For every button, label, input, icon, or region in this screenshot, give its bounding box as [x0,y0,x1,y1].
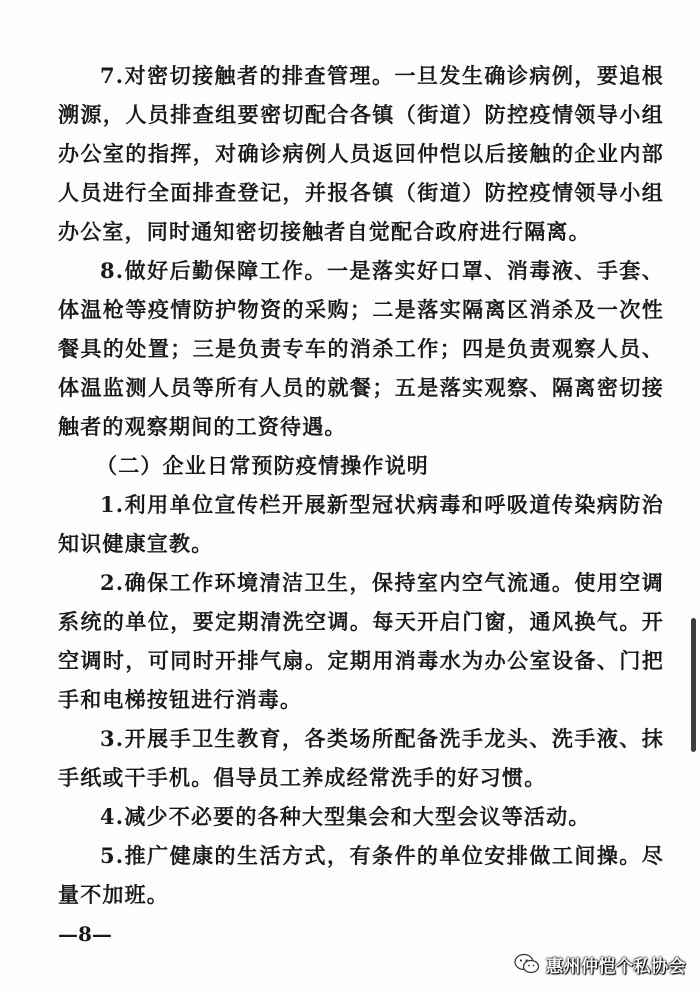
section-heading: （二）企业日常预防疫情操作说明 [96,453,429,478]
list-item-1: 1.利用单位宣传栏开展新型冠状病毒和呼吸道传染病防治知识健康宣教。 [58,492,664,556]
scrollbar-thumb[interactable] [691,618,696,752]
paragraph-8-logistics: 8.做好后勤保障工作。一是落实好口罩、消毒液、手套、体温枪等疫情防护物资的采购；二是落实隔离区消杀及一次性餐具的处置；三是负责专车的消杀工作；四是负责观察人员、体温监测人员等所有人员的就餐；五是落实观察、隔离密切接触者的观察期间的工资待遇。 [58,258,664,439]
watermark-text: 惠州仲恺个私协会 [546,956,686,977]
list-item-3: 3.开展手卫生教育，各类场所配备洗手龙头、洗手液、抹手纸或干手机。倡导员工养成经常洗手的好习惯。 [58,726,664,790]
paragraph-7-close-contact: 7.对密切接触者的排查管理。一旦发生确诊病例，要追根溯源，人员排查组要密切配合各镇（街道）防控疫情领导小组办公室的指挥，对确诊病例人员返回仲恺以后接触的企业内部人员进行全面排查登记，并报各镇（街道）防控疫情领导小组办公室，同时通知密切接触者自觉配合政府进行隔离。 [58,63,664,244]
list-item-5: 5.推广健康的生活方式，有条件的单位安排做工间操。尽量不加班。 [58,843,664,907]
document-body [58,56,664,914]
wechat-icon [514,953,540,975]
list-item-4: 4.减少不必要的各种大型集会和大型会议等活动。 [100,804,591,829]
watermark [514,946,686,982]
list-item-2: 2.确保工作环境清洁卫生，保持室内空气流通。使用空调系统的单位，要定期清洗空调。每天开启门窗，通风换气。开空调时，可同时开排气扇。定期用消毒水为办公室设备、门把手和电梯按钮进行消毒。 [58,570,664,712]
page-number: —8— [58,922,112,946]
